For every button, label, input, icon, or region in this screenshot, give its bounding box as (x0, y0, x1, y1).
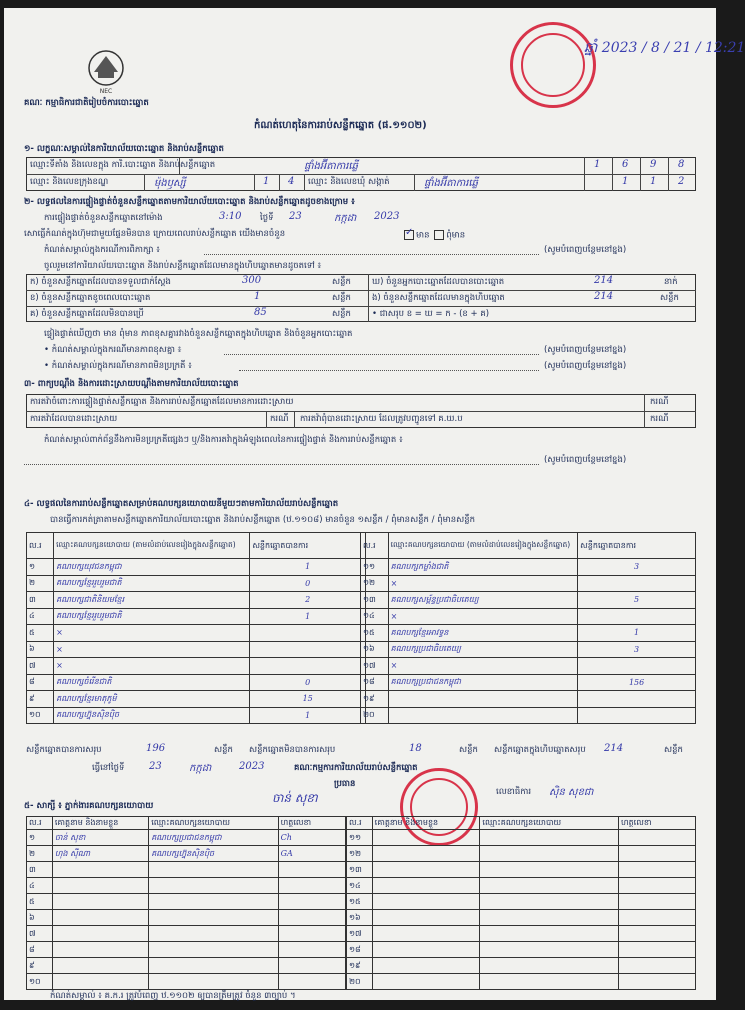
total-valid-unit: សន្លឹក (214, 745, 233, 755)
stamp-note: ឆ្នាំ 2023 / 8 / 21 / 12:21 (584, 40, 745, 56)
witness-row-no: ១ (27, 830, 53, 846)
witness-row-no: ១៣ (347, 862, 373, 878)
party-row-name: គណបក្សហ្វ៊ុនស៊ិនប៉ិច (54, 707, 250, 724)
witness-row-sign: Ch (278, 830, 345, 846)
witness-row (347, 830, 696, 846)
row-d-value: 214 (594, 275, 614, 286)
witness-row-party (149, 910, 278, 926)
party-row-name: × (388, 608, 578, 625)
row-a-unit: សន្លឹក (332, 277, 351, 287)
district-code-2: 4 (288, 176, 295, 187)
witness-row-sign (278, 942, 345, 958)
table-intro: ចូលរួមនៅការិយាល័យបោះឆ្នោត និងរាប់សន្លឹកឆ្នោតដែលមានក្នុងហិបឆ្នោតមានដូចតទៅ ៖ (44, 261, 322, 271)
party-row-no: ៩ (27, 691, 54, 708)
party-row-name: គណបក្សជាតិនិយមខ្មែរ (54, 592, 250, 609)
witness-row-name (52, 878, 148, 894)
witness-row (347, 958, 696, 974)
witness-row-sign (618, 942, 695, 958)
party-row-no: ១ (27, 559, 54, 576)
col-no-header: ល.រ (27, 533, 54, 559)
witness-row-no: ១៥ (347, 894, 373, 910)
nec-logo-icon (86, 48, 126, 96)
party-row (361, 625, 696, 642)
witness-row-name: ហុង ស៊ីណា (52, 846, 148, 862)
witness-row-sign (618, 926, 695, 942)
row-e-value: 214 (594, 291, 614, 302)
witness-row-name (52, 862, 148, 878)
party-row-no: ១៦ (361, 641, 389, 658)
party-row-no: ៧ (27, 658, 54, 675)
witness-row-name (52, 926, 148, 942)
no-checkbox[interactable] (434, 230, 444, 240)
row-c-value: 85 (254, 307, 267, 318)
party-row-no: ៨ (27, 674, 54, 691)
party-row-no: ១៣ (361, 592, 389, 609)
witness-row-party (480, 846, 619, 862)
w-col-party: ឈ្មោះគណបក្សនយោបាយ (149, 817, 278, 830)
yes-label: មាន (416, 230, 430, 241)
witness-table-left (26, 816, 346, 990)
party-row-name: គណបក្សប្រជាជនកម្ពុជា (388, 674, 578, 691)
check-line: ផ្ទៀងផ្ទាត់ឃើញថា មាន ពុំមាន ភាពខុសគ្នារវាងចំនួនសន្លឹកឆ្នោតក្នុងហិបឆ្នោត និងចំនួនអ្នកបោះឆ្នោត (44, 329, 353, 339)
done-at-label: ធ្វើនៅថ្ងៃទី (92, 763, 125, 773)
witness-row-name (372, 894, 480, 910)
section5-footer: កំណត់សម្គាល់ ៖ គ.ក.រ ត្រូវបំពេញ ឋ.១១០២ ឲ្យបានត្រឹមត្រូវ ចំនួន ៣ច្បាប់ ។ (50, 991, 296, 1001)
district-value: ម៉ុងឫស្សី (154, 178, 186, 189)
party-row (361, 575, 696, 592)
witness-row-party (149, 974, 278, 990)
witness-row-no: ១៦ (347, 910, 373, 926)
witness-row (347, 942, 696, 958)
party-row (361, 641, 696, 658)
witness-row-name (52, 910, 148, 926)
w-col-sign-right: ហត្ថលេខា (618, 817, 695, 830)
party-row-name: គណបក្សកម្លាំងជាតិ (388, 559, 578, 576)
witness-row-name (372, 942, 480, 958)
office-code-2: 6 (622, 159, 629, 170)
witness-row-party: គណបក្សហ្វ៊ុនស៊ិនប៉ិច (149, 846, 278, 862)
witness-row-no: ៥ (27, 894, 53, 910)
office-value: ផ្ទាំងអ៊ីតាការឆ្លើ (304, 161, 358, 172)
witness-row-name (52, 958, 148, 974)
commune-code-2: 1 (650, 176, 657, 187)
time-value: 3:10 (219, 211, 242, 222)
fill-note-2: (សូមបំពេញបន្ថែមនៅខ្នង) (544, 345, 627, 355)
complaint-row1: ការតវ៉ាចំពោះការផ្ទៀងផ្ទាត់សន្លឹកឆ្នោត និងការរាប់សន្លឹកឆ្នោតដែលមានការដោះស្រាយ (30, 397, 294, 407)
done-year: 2023 (239, 761, 265, 772)
section2-title: ២- លទ្ធផលនៃការផ្ទៀងផ្ទាត់ចំនួនសន្លឹកឆ្នោតតាមការិយាល័យបោះឆ្នោត និងរាប់សន្លឹកឆ្នោតដូចខាងក្រោម ៖ (24, 197, 355, 207)
done-month: កក្កដា (189, 763, 212, 774)
party-row-name: × (388, 658, 578, 675)
party-row-votes: 0 (250, 575, 366, 592)
party-row-name: គណបក្សប្រជាធិបតេយ្យ (388, 641, 578, 658)
party-row-no: ១៤ (361, 608, 389, 625)
party-row-no: ១០ (27, 707, 54, 724)
witness-row-sign (278, 926, 345, 942)
witness-row-party (149, 894, 278, 910)
party-row-votes: 2 (250, 592, 366, 609)
w-col-party-right: ឈ្មោះគណបក្សនយោបាយ (480, 817, 619, 830)
party-row (27, 575, 366, 592)
party-row (361, 608, 696, 625)
w-col-name: គោត្តនាម និងនាមខ្លួន (52, 817, 148, 830)
witness-row (27, 974, 346, 990)
witness-row (27, 862, 346, 878)
ministry-title: គណៈ កម្មាធិការជាតិរៀបចំការបោះឆ្នោត (24, 98, 149, 108)
witness-row-no: ១៩ (347, 958, 373, 974)
party-row-no: ១៥ (361, 625, 389, 642)
witness-row-no: ១៧ (347, 926, 373, 942)
district-code-1: 1 (263, 176, 270, 187)
party-row (361, 559, 696, 576)
party-row-name: × (54, 658, 250, 675)
section5-title: ៥- សាក្សី ៖ ភ្នាក់ងារគណបក្សនយោបាយ (24, 801, 154, 811)
party-row-no: ១៩ (361, 691, 389, 708)
witness-row-name (52, 942, 148, 958)
witness-row-no: ១១ (347, 830, 373, 846)
witness-row-no: ៩ (27, 958, 53, 974)
witness-row-no: ៣ (27, 862, 53, 878)
witness-row-name (52, 974, 148, 990)
row-a-label: ក) ចំនួនសន្លឹកឆ្នោតដែលបានទទួលជាក់ស្តែង (30, 277, 171, 287)
witness-row-no: ៦ (27, 910, 53, 926)
party-row-name: × (54, 641, 250, 658)
fill-note-1: (សូមបំពេញបន្ថែមនៅខ្នង) (544, 245, 627, 255)
party-row (27, 592, 366, 609)
year-value: 2023 (374, 211, 400, 222)
witness-row (27, 942, 346, 958)
witness-row (27, 926, 346, 942)
witness-row-sign (278, 958, 345, 974)
witness-row-party (480, 942, 619, 958)
witness-row-name (372, 958, 480, 974)
witness-row-party (480, 830, 619, 846)
row-b-value: 1 (254, 291, 261, 302)
party-row-votes: 1 (250, 608, 366, 625)
office-code-1: 1 (594, 159, 601, 170)
col-votes-header-right: សន្លឹកឆ្នោតបានការ (578, 533, 696, 559)
witness-row-party (149, 958, 278, 974)
witness-row (27, 910, 346, 926)
complaint-row2b: ការតវ៉ាពុំបានដោះស្រាយ ដែលត្រូវបញ្ជូនទៅ គ.ឃ.ប (300, 414, 463, 424)
party-row (361, 707, 696, 724)
party-row-votes: 0 (250, 674, 366, 691)
office-label: ឈ្មោះទីតាំង និងលេខក្អុង ការិ.បោះឆ្នោត និងរាប់សន្លឹកឆ្នោត (30, 160, 216, 170)
yes-checkbox-group (402, 230, 465, 241)
commune-code-1: 1 (622, 176, 629, 187)
party-row-name: គណបក្សខ្មែរអាវទ្ធន (388, 625, 578, 642)
witness-row-sign (618, 910, 695, 926)
party-row (27, 625, 366, 642)
section3-title: ៣- ពាក្យបណ្តឹង និងការដោះស្រាយបណ្តឹងតាមការិយាល័យបោះឆ្នោត (24, 379, 239, 389)
party-row-votes: 5 (578, 592, 696, 609)
party-row-name: × (54, 625, 250, 642)
party-row-votes (578, 575, 696, 592)
party-row-no: ១៨ (361, 674, 389, 691)
party-row-votes (578, 691, 696, 708)
party-row-no: ១៧ (361, 658, 389, 675)
witness-row-party (149, 942, 278, 958)
commune-label: ឈ្មោះ និងលេខឃុំ សង្កាត់ (308, 177, 390, 187)
col-party-header-right: ឈ្មោះគណបក្សនយោបាយ (តាមលំដាប់លេខរៀងក្នុងសន្លឹកឆ្នោត) (388, 533, 578, 559)
secretary-label: លេខាធិការ (496, 787, 532, 797)
party-row-name (388, 707, 578, 724)
row-c-unit: សន្លឹក (332, 309, 351, 319)
witness-row-party (149, 862, 278, 878)
no-label: ពុំមាន (446, 230, 466, 241)
witness-row (347, 910, 696, 926)
section4-intro: បានធ្វើការកត់ត្រាតាមសន្លឹកឆ្នោតការិយាល័យបោះឆ្នោត និងរាប់សន្លឹកឆ្នោត (ឋ.១១០៨) មានចំនួន ១សន្លឹក / ពុំមានសន្លឹក / ពុំមានសន្លឹក (50, 515, 475, 525)
row-b-unit: សន្លឹក (332, 293, 351, 303)
w-col-name-right: គោត្តនាម និងនាមខ្លួន (372, 817, 480, 830)
witness-row-sign (278, 910, 345, 926)
party-row-votes (578, 608, 696, 625)
witness-row (347, 878, 696, 894)
witness-row-name (372, 830, 480, 846)
row-d-label: ឃ) ចំនួនអ្នកបោះឆ្នោតដែលបានបោះឆ្នោត (372, 277, 505, 287)
complaint-row2a: ការតវ៉ាដែលបានដោះស្រាយ (30, 414, 118, 424)
note1: • កំណត់សម្គាល់ក្នុងករណីមានភាពខុសគ្នា ៖ (44, 345, 182, 355)
col-votes-header: សន្លឹកឆ្នោតបានការ (250, 533, 366, 559)
w-col-sign: ហត្ថលេខា (278, 817, 345, 830)
party-row (27, 658, 366, 675)
party-row-no: ២០ (361, 707, 389, 724)
witness-row (347, 894, 696, 910)
witness-row (347, 846, 696, 862)
total-valid-value: 196 (146, 743, 166, 754)
party-row (27, 707, 366, 724)
party-row-votes (578, 658, 696, 675)
party-row-votes (250, 641, 366, 658)
party-row-no: ៣ (27, 592, 54, 609)
line2-text: សោធ្លើកំណត់ក្នុងហ៊ុមជាមួយផ្ទែនមិនបាន ក្រោយពេលរាប់សន្លឹកឆ្នោត យើងមានចំនួន (24, 229, 286, 239)
witness-row-sign (618, 830, 695, 846)
witness-row-sign (618, 846, 695, 862)
witness-row-no: ១២ (347, 846, 373, 862)
party-table-right (360, 532, 696, 724)
witness-row-sign: GA (278, 846, 345, 862)
party-row-name: គណបក្សខ្មែរមាតុភូមិ (54, 691, 250, 708)
witness-row-sign (618, 974, 695, 990)
witness-row-party (480, 894, 619, 910)
row-f-label: • ជាសរុប ខ = ឃ = ក - (ខ + គ) (372, 309, 490, 319)
witness-row-no: ១០ (27, 974, 53, 990)
witness-row-no: ៨ (27, 942, 53, 958)
total-box-label: សន្លឹកឆ្នោតក្នុងហិបឆ្នោតសរុប (494, 745, 586, 755)
witness-row-sign (278, 974, 345, 990)
party-row (27, 608, 366, 625)
row-e-label: ង) ចំនួនសន្លឹកឆ្នោតដែលមានក្នុងហិបឆ្នោត (372, 293, 505, 303)
party-row (361, 592, 696, 609)
witness-row-no: ៤ (27, 878, 53, 894)
witness-row-name (372, 846, 480, 862)
witness-row-sign (618, 894, 695, 910)
witness-row (27, 958, 346, 974)
party-row (27, 559, 366, 576)
witness-row-sign (278, 894, 345, 910)
total-box-unit: សន្លឹក (664, 745, 683, 755)
witness-row-name: ចាន់ សុខា (52, 830, 148, 846)
commune-code-3: 2 (678, 176, 685, 187)
party-row-votes: 1 (250, 707, 366, 724)
svg-text:NEC: NEC (99, 88, 113, 95)
done-day: 23 (149, 761, 162, 772)
witness-row (27, 846, 346, 862)
witness-row-name (372, 878, 480, 894)
party-row-no: ៤ (27, 608, 54, 625)
party-row-name: គណបក្សចំរើនជាតិ (54, 674, 250, 691)
witness-row-party (149, 878, 278, 894)
section4-title: ៤- លទ្ធផលនៃការរាប់សន្លឹកឆ្នោតសម្រាប់គណបក្សនយោបាយនីមួយៗតាមការិយាល័យរាប់សន្លឹកឆ្នោត (24, 499, 339, 509)
total-box-value: 214 (604, 743, 624, 754)
witness-row (27, 894, 346, 910)
party-row (361, 674, 696, 691)
date-value: 23 (289, 211, 302, 222)
time-prefix: ការផ្ទៀងផ្ទាត់ចំនួនសន្លឹកឆ្នោតនៅម៉ោង (44, 213, 163, 223)
official-stamp-icon (510, 22, 596, 108)
party-row-votes: 3 (578, 641, 696, 658)
col-no-header-right: ល.រ (361, 533, 389, 559)
witness-row-sign (278, 878, 345, 894)
case-label-1: ករណី (650, 397, 669, 407)
party-row-votes: 15 (250, 691, 366, 708)
witness-row-no: ២០ (347, 974, 373, 990)
party-row-votes: 1 (578, 625, 696, 642)
secretary-value: ស៊ិន សុខជា (549, 787, 594, 798)
witness-row-sign (278, 862, 345, 878)
party-row-votes (250, 625, 366, 642)
total-valid-label: សន្លឹកឆ្នោតបានការសរុប (26, 745, 102, 755)
witness-row-name (372, 926, 480, 942)
party-row-name: គណបក្សខ្មែររួបរួមជាតិ (54, 575, 250, 592)
party-row (27, 674, 366, 691)
party-row-name: × (388, 575, 578, 592)
witness-row-party: គណបក្សប្រជាជនកម្ពុជា (149, 830, 278, 846)
witness-row (27, 830, 346, 846)
party-row-votes: 156 (578, 674, 696, 691)
party-row-votes: 3 (578, 559, 696, 576)
party-row (361, 658, 696, 675)
w-col-no-right: ល.រ (347, 817, 373, 830)
witness-row-party (149, 926, 278, 942)
witness-row (347, 926, 696, 942)
witness-row-name (52, 894, 148, 910)
party-row-name (388, 691, 578, 708)
commune-value: ផ្ទាំងអ៊ីតាការឆ្លើ (424, 178, 478, 189)
witness-row (347, 862, 696, 878)
party-row-votes (578, 707, 696, 724)
witness-row-name (372, 910, 480, 926)
row-c-label: គ) ចំនួនសន្លឹកឆ្នោតដែលមិនបានប្រើ (30, 309, 144, 319)
witness-table-right (346, 816, 696, 990)
party-row-name: គណបក្សយុវជនកម្ពុជា (54, 559, 250, 576)
total-invalid-unit: សន្លឹក (459, 745, 478, 755)
case-label-2: ករណី (270, 414, 289, 424)
witness-row-sign (618, 862, 695, 878)
total-invalid-value: 18 (409, 743, 422, 754)
party-row-name: គណបក្សខ្មែររួបរួមជាតិ (54, 608, 250, 625)
witness-row-party (480, 910, 619, 926)
date-prefix: ថ្ងៃទី (260, 213, 274, 223)
form-title: កំណត់ហេតុនៃការរាប់សន្លឹកឆ្នោត (ផ.១១០២) (254, 120, 427, 131)
president-signature: ចាន់ សុខា (272, 791, 318, 805)
w-col-no: ល.រ (27, 817, 53, 830)
case-label-3: ករណី (650, 414, 669, 424)
row-d-unit: នាក់ (664, 277, 678, 287)
office-code-3: 9 (650, 159, 657, 170)
row-a-value: 300 (242, 275, 262, 286)
witness-row (27, 878, 346, 894)
party-row (361, 691, 696, 708)
party-row-name: គណបក្សសម្ព័ន្ធប្រជាធិបតេយ្យ (388, 592, 578, 609)
month-value: កក្កដា (334, 213, 357, 224)
reason-label: កំណត់សម្គាល់ក្នុងករណីការពិភាក្សា ៖ (44, 245, 160, 255)
fill-note-4: (សូមបំពេញបន្ថែមនៅខ្នង) (544, 455, 627, 465)
section3-note: កំណត់សម្គាល់ពាក់ព័ន្ធនឹងការមិនប្រក្រតីផ្សេងៗ ឬ/និងការតវ៉ាក្នុងអំឡុងពេលនៃការផ្ទៀងផ្ទាត់ និងការរាប់សន្លឹកឆ្នោត ៖ (44, 435, 403, 445)
witness-row-party (480, 974, 619, 990)
row-e-unit: សន្លឹក (660, 293, 679, 303)
witness-row (347, 974, 696, 990)
witness-row-no: ២ (27, 846, 53, 862)
form-page (4, 8, 745, 1001)
party-row-no: ១១ (361, 559, 389, 576)
party-table-left (26, 532, 366, 724)
yes-checkbox[interactable] (404, 230, 414, 240)
party-row-votes: 1 (250, 559, 366, 576)
total-invalid-label: សន្លឹកឆ្នោតមិនបានការសរុប (249, 745, 336, 755)
witness-row-party (480, 878, 619, 894)
row-b-label: ខ) ចំនួនសន្លឹកឆ្នោតខូចពេលបោះឆ្នោត (30, 293, 151, 303)
district-label: ឈ្មោះ និងលេខក្រុងខណ្ឌ (30, 177, 109, 187)
president-label: ប្រធាន (334, 779, 356, 789)
party-row (27, 641, 366, 658)
party-row-no: ១២ (361, 575, 389, 592)
committee-label: គណៈកម្មការការិយាល័យរាប់សន្លឹកឆ្នោត (294, 763, 418, 773)
witness-row-party (480, 862, 619, 878)
witness-row-name (372, 974, 480, 990)
party-row-no: ៦ (27, 641, 54, 658)
office-code-4: 8 (678, 159, 685, 170)
col-party-header: ឈ្មោះគណបក្សនយោបាយ (តាមលំដាប់លេខរៀងក្នុងសន្លឹកឆ្នោត) (54, 533, 250, 559)
party-row-votes (250, 658, 366, 675)
party-row (27, 691, 366, 708)
witness-row-party (480, 958, 619, 974)
fill-note-3: (សូមបំពេញបន្ថែមនៅខ្នង) (544, 361, 627, 371)
party-row-no: ២ (27, 575, 54, 592)
witness-row-no: ១៨ (347, 942, 373, 958)
witness-row-sign (618, 958, 695, 974)
witness-row-no: ៧ (27, 926, 53, 942)
note2: • កំណត់សម្គាល់ក្នុងករណីមានភាពមិនប្រក្រតី ៖ (44, 361, 192, 371)
section1-title: ១- លក្ខណៈសម្គាល់នៃការិយាល័យបោះឆ្នោត និងរាប់សន្លឹកឆ្នោត (24, 144, 224, 154)
witness-row-name (372, 862, 480, 878)
witness-row-sign (618, 878, 695, 894)
party-row-no: ៥ (27, 625, 54, 642)
witness-row-no: ១៤ (347, 878, 373, 894)
witness-row-party (480, 926, 619, 942)
